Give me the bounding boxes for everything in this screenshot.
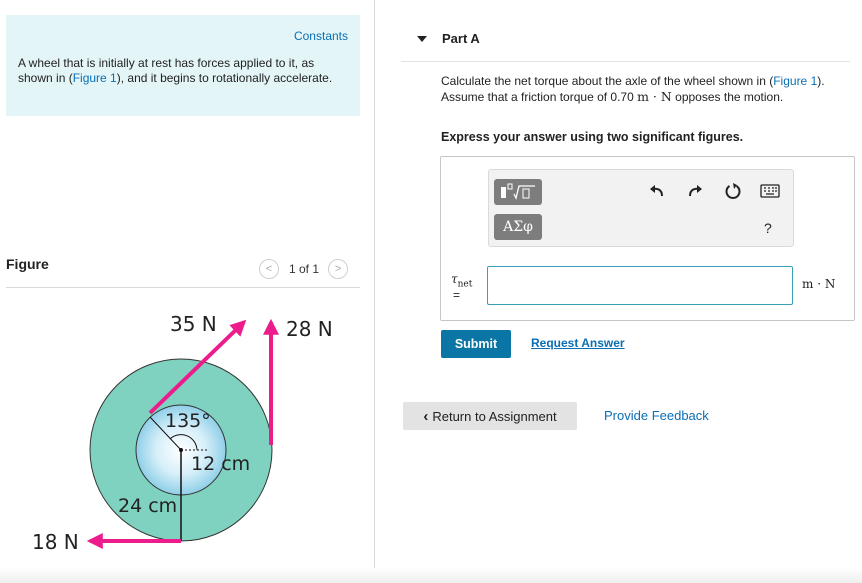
undo-icon[interactable] (646, 180, 668, 202)
axle-dot (179, 448, 183, 452)
problem-intro (6, 15, 360, 116)
label-18n: 18 N (32, 530, 79, 554)
question-text: Calculate the net torque about the axle of the wheel shown in (Figure 1). Assume that a friction torque of 0.70 m · N opposes the motion. (441, 74, 825, 104)
constants-link[interactable]: Constants (293, 29, 348, 43)
keyboard-icon[interactable] (759, 180, 781, 202)
unit-label: m · N (802, 277, 836, 291)
figure-divider (6, 287, 360, 288)
return-to-assignment-button[interactable]: ‹ Return to Assignment (403, 402, 577, 430)
chevron-right-icon[interactable]: > (328, 259, 348, 279)
provide-feedback-link[interactable]: Provide Feedback (604, 408, 709, 423)
submit-button[interactable]: Submit (441, 330, 511, 358)
part-divider (401, 61, 850, 62)
label-35n: 35 N (170, 312, 217, 336)
figure-pager (259, 259, 348, 279)
figure-link[interactable]: Figure 1 (72, 70, 117, 85)
answer-input[interactable] (487, 266, 793, 305)
collapse-triangle-icon[interactable] (417, 36, 427, 42)
equals-sign: = (453, 288, 461, 302)
redo-icon[interactable] (684, 180, 706, 202)
intro-text: A wheel that is initially at rest has forces applied to it, as shown in (Figure 1), and it begins to rotationally accelerate. (18, 56, 333, 85)
request-answer-link[interactable]: Request Answer (531, 336, 625, 350)
chevron-left-icon[interactable]: < (259, 259, 279, 279)
greek-symbols-button[interactable]: ΑΣφ (494, 214, 542, 240)
pane-divider (374, 0, 375, 583)
templates-icon[interactable] (494, 179, 542, 205)
label-24cm: 24 cm (118, 495, 178, 517)
help-button[interactable]: ? (764, 220, 772, 236)
wheel-figure (0, 290, 372, 565)
label-12cm: 12 cm (191, 453, 251, 475)
instruction-text: Express your answer using two significant figures. (441, 130, 744, 144)
figure-heading: Figure (6, 256, 49, 272)
label-angle: 135° (165, 410, 211, 432)
part-a-header[interactable] (417, 31, 480, 46)
pager-text: 1 of 1 (289, 262, 320, 276)
variable-label: $\tau_{net}$ (451, 272, 473, 290)
label-28n: 28 N (286, 317, 333, 341)
reset-icon[interactable] (722, 180, 744, 202)
bottom-shadow (0, 568, 862, 583)
question-figure-link[interactable]: Figure 1 (773, 74, 818, 88)
question-unit: m · N (637, 89, 672, 104)
chevron-left-icon: ‹ (423, 407, 429, 425)
math-toolbar (488, 169, 794, 247)
part-title: Part A (442, 31, 480, 46)
